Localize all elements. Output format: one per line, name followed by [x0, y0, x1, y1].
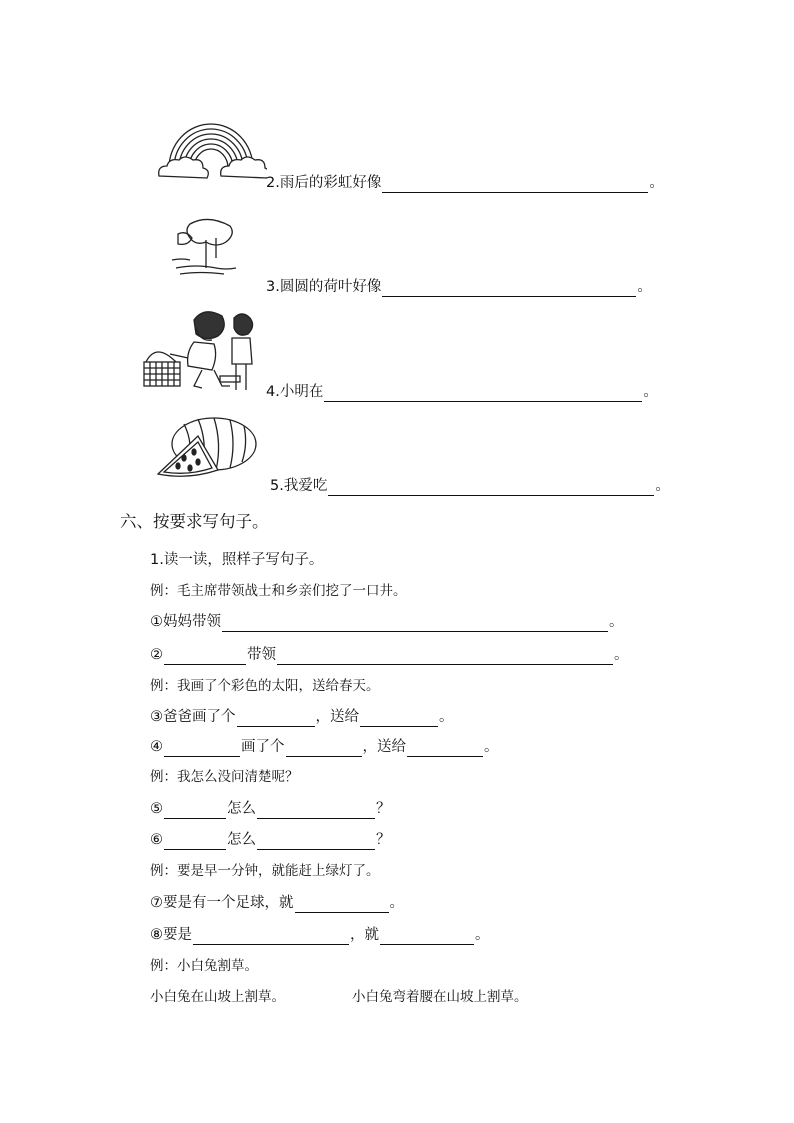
punct: 。: [389, 895, 404, 911]
answer-blank[interactable]: [237, 710, 315, 727]
answer-blank[interactable]: [360, 710, 438, 727]
item-3-mid: ，送给: [315, 709, 359, 725]
item-3-label: ③爸爸画了个: [150, 709, 236, 725]
item-2-label: ②: [150, 647, 163, 663]
item-6-mid: 怎么: [227, 832, 256, 848]
punct: ？: [376, 801, 391, 817]
answer-blank[interactable]: [164, 648, 246, 665]
example-5: 例：小白兔割草。: [150, 958, 258, 974]
example-3: 例：我怎么没问清楚呢？: [150, 769, 299, 785]
lotus-leaf-icon: [170, 212, 240, 282]
answer-blank[interactable]: [164, 740, 240, 757]
item-7-label: ⑦要是有一个足球，就: [150, 895, 294, 911]
answer-blank[interactable]: [286, 740, 362, 757]
item-5: [150, 799, 391, 819]
question-2: [266, 173, 664, 193]
punct: 。: [655, 478, 670, 494]
answer-blank[interactable]: [164, 802, 226, 819]
item-2: [150, 645, 629, 665]
example-4: 例：要是早一分钟，就能赶上绿灯了。: [150, 863, 380, 879]
item-5-mid: 怎么: [227, 801, 256, 817]
punct: 。: [637, 279, 652, 295]
question-3: [266, 277, 652, 297]
children-basket-icon: [136, 302, 268, 398]
punct: 。: [439, 709, 454, 725]
rainbow-icon: [155, 104, 267, 186]
watermelon-icon: [154, 414, 260, 486]
example-2: 例：我画了个彩色的太阳，送给春天。: [150, 678, 380, 694]
punct: 。: [609, 614, 624, 630]
example-1: 例：毛主席带领战士和乡亲们挖了一口井。: [150, 583, 407, 599]
question-5: [270, 476, 670, 496]
punct: ？: [376, 832, 391, 848]
answer-blank[interactable]: [407, 740, 483, 757]
question-4-label: 4.小明在: [266, 384, 324, 400]
question-2-label: 2.雨后的彩虹好像: [266, 175, 382, 191]
punct: 。: [649, 175, 664, 191]
item-6-label: ⑥: [150, 832, 163, 848]
answer-blank[interactable]: [193, 928, 349, 945]
section-6-title: 六、按要求写句子。: [120, 512, 269, 531]
answer-blank[interactable]: [277, 648, 613, 665]
answer-blank[interactable]: [257, 833, 375, 850]
answer-blank[interactable]: [382, 176, 648, 193]
item-4-mid2: ，送给: [362, 739, 406, 755]
item-1-label: ①妈妈带领: [150, 614, 221, 630]
item-7: [150, 893, 404, 913]
subsection-1: 1.读一读，照样子写句子。: [150, 552, 324, 568]
punct: 。: [643, 384, 658, 400]
answer-blank[interactable]: [328, 479, 654, 496]
answer-blank[interactable]: [295, 896, 389, 913]
punct: 。: [484, 739, 499, 755]
item-1: [150, 612, 624, 632]
answer-blank[interactable]: [324, 385, 642, 402]
question-4: [266, 382, 658, 402]
punct: 。: [614, 647, 629, 663]
item-3: [150, 707, 454, 727]
item-8: [150, 925, 490, 945]
item-8-label: ⑧要是: [150, 927, 192, 943]
answer-blank[interactable]: [382, 280, 636, 297]
answer-blank[interactable]: [164, 833, 226, 850]
example-5-a: 小白兔在山坡上割草。: [150, 989, 285, 1005]
example-5-b: 小白兔弯着腰在山坡上割草。: [352, 989, 528, 1005]
item-8-mid: ，就: [350, 927, 379, 943]
item-2-mid: 带领: [247, 647, 276, 663]
question-5-label: 5.我爱吃: [270, 478, 328, 494]
answer-blank[interactable]: [380, 928, 474, 945]
item-4: [150, 737, 499, 757]
answer-blank[interactable]: [257, 802, 375, 819]
item-5-label: ⑤: [150, 801, 163, 817]
item-4-mid: 画了个: [241, 739, 285, 755]
punct: 。: [475, 927, 490, 943]
item-6: [150, 830, 391, 850]
question-3-label: 3.圆圆的荷叶好像: [266, 279, 382, 295]
answer-blank[interactable]: [222, 615, 608, 632]
item-4-label: ④: [150, 739, 163, 755]
